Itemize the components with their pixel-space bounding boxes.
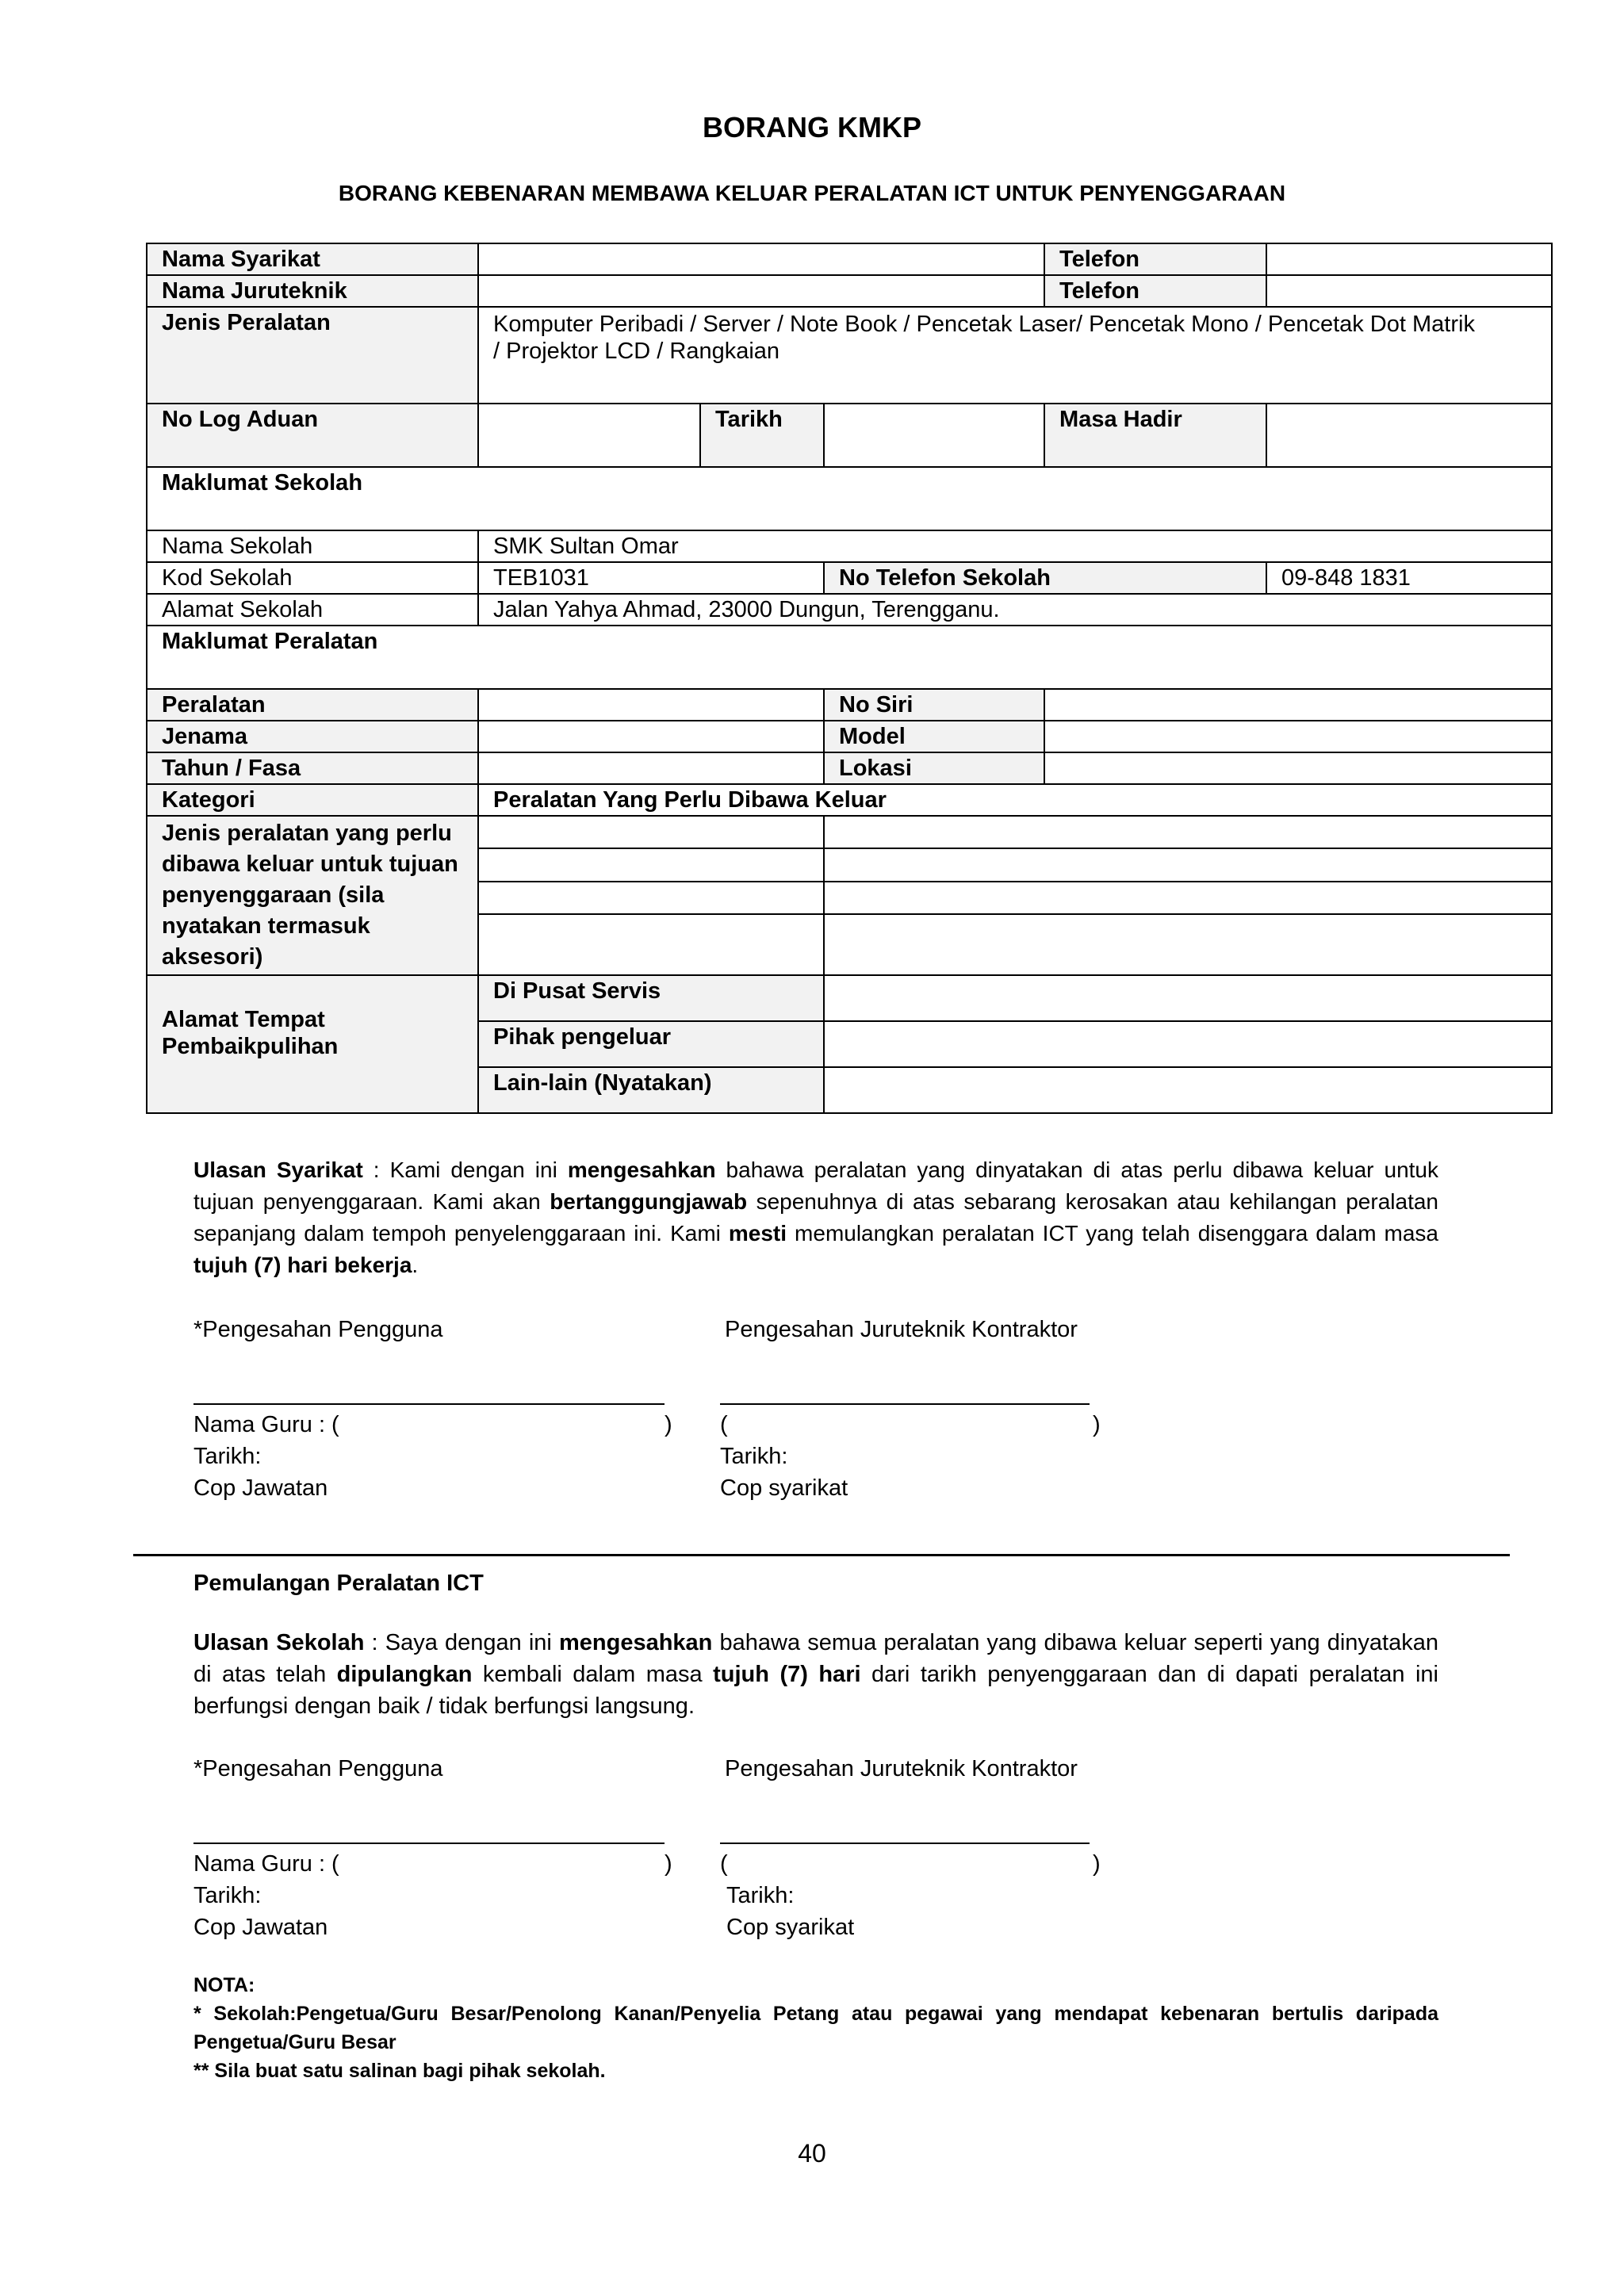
sig2-signature-line-left[interactable]: [193, 1843, 665, 1844]
value-alamat-sekolah: Jalan Yahya Ahmad, 23000 Dungun, Terengganu.: [478, 594, 1552, 626]
row-nama-syarikat: [147, 243, 1552, 275]
sig2-open-paren-right: (: [720, 1851, 728, 1877]
label-alamat-sekolah: Alamat Sekolah: [147, 594, 478, 626]
row-maklumat-sekolah: [147, 467, 1552, 530]
sig1-tarikh-right: Tarikh:: [720, 1444, 788, 1469]
row-peralatan: [147, 689, 1552, 721]
label-lokasi: Lokasi: [824, 752, 1044, 784]
sig2-nama-guru: Nama Guru : (: [193, 1851, 339, 1877]
label-peralatan: Peralatan: [147, 689, 478, 721]
pemulangan-heading: Pemulangan Peralatan ICT: [193, 1571, 484, 1596]
section-maklumat-peralatan: Maklumat Peralatan: [147, 626, 1552, 689]
sig1-signature-line-left[interactable]: [193, 1403, 665, 1405]
row-kategori: [147, 784, 1552, 816]
value-jenis-peralatan: Komputer Peribadi / Server / Note Book / Pencetak Laser/ Pencetak Mono / Pencetak Dot Matrik / Projektor LCD / Rangkaian: [478, 307, 1552, 404]
field-peralatan[interactable]: [478, 689, 824, 721]
label-no-siri: No Siri: [824, 689, 1044, 721]
section-divider: [133, 1554, 1510, 1556]
sig2-cop-jawatan: Cop Jawatan: [193, 1915, 328, 1940]
sig1-close-paren-right: ): [1093, 1412, 1101, 1437]
document-title: BORANG KMKP: [703, 111, 921, 144]
sig2-close-paren-right: ): [1093, 1851, 1101, 1877]
row-nama-sekolah: [147, 530, 1552, 562]
nota-line-2: ** Sila buat satu salinan bagi pihak sekolah.: [193, 2060, 606, 2082]
label-tahun-fasa: Tahun / Fasa: [147, 752, 478, 784]
label-no-telefon-sekolah: No Telefon Sekolah: [824, 562, 1266, 594]
field-nama-syarikat[interactable]: [478, 243, 1044, 275]
nota-line-1: * Sekolah:Pengetua/Guru Besar/Penolong Kanan/Penyelia Petang atau pegawai yang mendapat kebenaran bertulis daripada Pengetua/Guru Besar: [193, 2003, 1438, 2053]
sig2-close-paren-left: ): [665, 1851, 672, 1877]
label-tarikh: Tarikh: [700, 404, 824, 467]
row-jenama: [147, 721, 1552, 752]
field-telefon-syarikat[interactable]: [1266, 243, 1552, 275]
label-jenis-peralatan: Jenis Peralatan: [147, 307, 478, 404]
field-item-2-detail[interactable]: [824, 848, 1552, 881]
sig2-pengesahan-pengguna: *Pengesahan Pengguna: [193, 1756, 443, 1781]
field-pihak-pengeluar[interactable]: [824, 1021, 1552, 1067]
ulasan-syarikat-paragraph: Ulasan Syarikat : Kami dengan ini mengesahkan bahawa peralatan yang dinyatakan di atas perlu dibawa keluar untuk tujuan penyenggaraan. Kami akan bertanggungjawab sepenuhnya di atas sebarang kerosakan atau kehilangan peralatan sepanjang dalam tempoh penyelenggaraan ini. Kami mesti memulangkan peralatan ICT yang telah disenggara dalam masa tujuh (7) hari bekerja.: [193, 1158, 1438, 1277]
field-lokasi[interactable]: [1044, 752, 1552, 784]
sig1-open-paren-right: (: [720, 1412, 728, 1437]
label-di-pusat-servis: Di Pusat Servis: [478, 975, 824, 1021]
value-nama-sekolah: SMK Sultan Omar: [478, 530, 1552, 562]
field-item-3-detail[interactable]: [824, 882, 1552, 914]
field-item-4-detail[interactable]: [824, 914, 1552, 975]
sig1-pengesahan-pengguna: *Pengesahan Pengguna: [193, 1317, 443, 1342]
sig2-tarikh-left: Tarikh:: [193, 1883, 262, 1908]
row-jenis-dibawa-keluar-1: [147, 816, 1552, 848]
label-model: Model: [824, 721, 1044, 752]
field-tahun-fasa[interactable]: [478, 752, 824, 784]
ulasan-syarikat-label: Ulasan Syarikat: [193, 1158, 363, 1182]
row-di-pusat-servis: [147, 975, 1552, 1021]
label-nama-sekolah: Nama Sekolah: [147, 530, 478, 562]
nota-heading: NOTA:: [193, 1974, 255, 1996]
label-alamat-tempat: Alamat Tempat Pembaikpulihan: [147, 975, 478, 1113]
sig1-signature-line-right[interactable]: [720, 1403, 1090, 1405]
section-maklumat-sekolah: Maklumat Sekolah: [147, 467, 1552, 530]
sig1-cop-jawatan: Cop Jawatan: [193, 1475, 328, 1501]
sig1-cop-syarikat: Cop syarikat: [720, 1475, 848, 1501]
value-kod-sekolah: TEB1031: [478, 562, 824, 594]
label-jenis-dibawa-keluar: Jenis peralatan yang perlu dibawa keluar untuk tujuan penyenggaraan (sila nyatakan termasuk aksesori): [147, 816, 478, 975]
sig1-pengesahan-juruteknik: Pengesahan Juruteknik Kontraktor: [725, 1317, 1078, 1342]
value-kategori: Peralatan Yang Perlu Dibawa Keluar: [478, 784, 1552, 816]
ulasan-sekolah-paragraph: Ulasan Sekolah : Saya dengan ini mengesahkan bahawa semua peralatan yang dibawa keluar seperti yang dinyatakan di atas telah dipulangkan kembali dalam masa tujuh (7) hari dari tarikh penyenggaraan dan di dapati peralatan ini berfungsi dengan baik / tidak berfungsi langsung.: [193, 1630, 1438, 1719]
field-telefon-juruteknik[interactable]: [1266, 275, 1552, 307]
field-jenama[interactable]: [478, 721, 824, 752]
label-lain-lain: Lain-lain (Nyatakan): [478, 1067, 824, 1113]
sig1-tarikh-left: Tarikh:: [193, 1444, 262, 1469]
row-maklumat-peralatan: [147, 626, 1552, 689]
field-di-pusat-servis[interactable]: [824, 975, 1552, 1021]
page-number: 40: [798, 2139, 826, 2168]
label-nama-syarikat: Nama Syarikat: [147, 243, 478, 275]
field-no-log-aduan[interactable]: [478, 404, 700, 467]
sig2-cop-syarikat: Cop syarikat: [726, 1915, 855, 1940]
sig2-signature-line-right[interactable]: [720, 1843, 1090, 1844]
row-jenis-peralatan: [147, 307, 1552, 404]
label-pihak-pengeluar: Pihak pengeluar: [478, 1021, 824, 1067]
sig2-pengesahan-juruteknik: Pengesahan Juruteknik Kontraktor: [725, 1756, 1078, 1781]
row-tahun-fasa: [147, 752, 1552, 784]
row-alamat-sekolah: [147, 594, 1552, 626]
field-item-1-detail[interactable]: [824, 816, 1552, 848]
label-kod-sekolah: Kod Sekolah: [147, 562, 478, 594]
sig1-close-paren-left: ): [665, 1412, 672, 1437]
document-subtitle: BORANG KEBENARAN MEMBAWA KELUAR PERALATAN ICT UNTUK PENYENGGARAAN: [338, 181, 1286, 205]
label-kategori: Kategori: [147, 784, 478, 816]
field-lain-lain[interactable]: [824, 1067, 1552, 1113]
field-tarikh[interactable]: [824, 404, 1044, 467]
label-telefon-juruteknik: Telefon: [1044, 275, 1266, 307]
label-nama-juruteknik: Nama Juruteknik: [147, 275, 478, 307]
label-no-log-aduan: No Log Aduan: [147, 404, 478, 467]
row-kod-sekolah: [147, 562, 1552, 594]
field-item-3[interactable]: [478, 882, 824, 914]
row-nama-juruteknik: [147, 275, 1552, 307]
sig1-nama-guru: Nama Guru : (: [193, 1412, 339, 1437]
label-jenama: Jenama: [147, 721, 478, 752]
field-item-4[interactable]: [478, 914, 824, 975]
field-no-siri[interactable]: [1044, 689, 1552, 721]
field-masa-hadir[interactable]: [1266, 404, 1552, 467]
field-item-2[interactable]: [478, 848, 824, 881]
equipment-form-table: [146, 243, 1553, 1114]
field-model[interactable]: [1044, 721, 1552, 752]
label-masa-hadir: Masa Hadir: [1044, 404, 1266, 467]
row-no-log-aduan: [147, 404, 1552, 467]
label-telefon-syarikat: Telefon: [1044, 243, 1266, 275]
value-no-telefon-sekolah: 09-848 1831: [1266, 562, 1552, 594]
ulasan-sekolah-label: Ulasan Sekolah: [193, 1630, 365, 1655]
sig2-tarikh-right: Tarikh:: [726, 1883, 795, 1908]
field-nama-juruteknik[interactable]: [478, 275, 1044, 307]
field-item-1[interactable]: [478, 816, 824, 848]
